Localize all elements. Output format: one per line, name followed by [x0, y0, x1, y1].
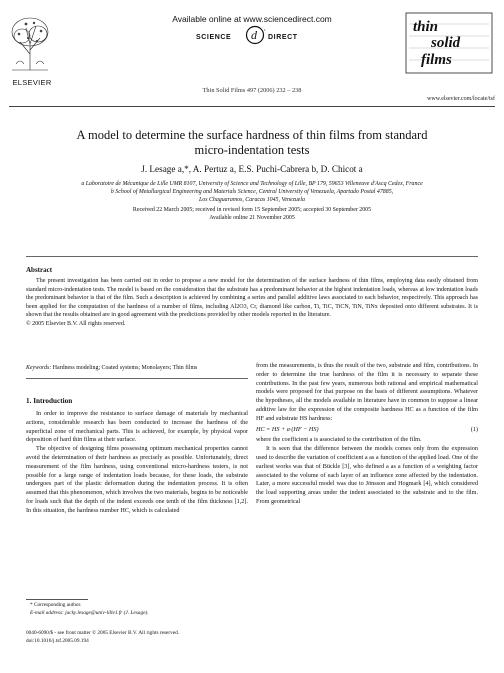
section-heading-introduction: 1. Introduction	[26, 397, 73, 405]
abstract-top-rule	[26, 256, 478, 257]
sciencedirect-logo	[180, 25, 330, 45]
title-line-1: A model to determine the surface hardness of thin films from standard	[76, 128, 428, 142]
affiliation-b: b School of Metallurgical Engineering and Materials Science, Central University of Venezuela, Apartado Postal 47885,	[110, 189, 394, 195]
sciencedirect-logo-right: DIRECT	[268, 34, 298, 41]
keywords-label: Keywords:	[26, 365, 52, 371]
thin-solid-films-logo	[405, 12, 493, 74]
available-online-date: Available online 21 November 2005	[209, 215, 295, 221]
footnote-rule	[26, 599, 88, 600]
doi-line[interactable]: doi:10.1016/j.tsf.2005.09.194	[26, 638, 89, 644]
left-column	[26, 410, 248, 516]
right-column	[256, 362, 478, 507]
right-paragraph-2: where the coefficient a is associated to the contribution of the film.	[256, 436, 422, 444]
issn-line: 0040-6090/$ - see front matter © 2005 Elsevier B.V. All rights reserved.	[26, 630, 180, 636]
publisher-name: ELSEVIER	[12, 78, 52, 87]
journal-citation: Thin Solid Films 497 (2006) 232 – 238	[202, 87, 302, 94]
svg-text:•: •	[264, 27, 266, 32]
available-online-banner[interactable]: Available online at www.sciencedirect.com	[172, 14, 332, 24]
journal-logo-word-3: films	[421, 52, 452, 68]
abstract-heading: Abstract	[26, 266, 53, 274]
abstract-copyright: © 2005 Elsevier B.V. All rights reserved.	[26, 320, 126, 327]
affiliation-a: a Laboratoire de Mécanique de Lille UMR 8107, University of Science and Technology of Lille, BP 179, 59653 Villeneuve d'Ascq Cedex, France	[81, 181, 423, 187]
author-email[interactable]: E-mail address: jacky.lesage@univ-lille1.fr (J. Lesage).	[30, 610, 149, 616]
equation-1	[256, 426, 478, 435]
keywords-bottom-rule	[26, 378, 248, 379]
sciencedirect-at-icon	[180, 25, 330, 45]
author-list: J. Lesage a,*, A. Pertuz a, E.S. Puchi-Cabrera b, D. Chicot a	[141, 164, 363, 174]
affiliation-b-cont: Los Chaguaramos, Caracas 1045, Venezuela	[198, 197, 306, 203]
keywords-list: Hardness modeling; Coated systems; Monolayers; Thin films	[52, 365, 198, 371]
received-dates: Received 22 March 2005; received in revised form 15 September 2005; accepted 30 September 2005	[132, 207, 372, 213]
left-paragraph-1: In order to improve the resistance to surface damage of materials by mechanical actions, considerable research has been conducted to increase the hardness of the superficial zone of mechanical parts. This is achieved, for example, by physical vapor deposition of hard thin films at their surface.	[26, 410, 248, 444]
title-line-2: micro-indentation tests	[194, 143, 310, 157]
equation-number: (1)	[470, 425, 478, 433]
svg-text:d: d	[251, 28, 257, 42]
abstract-body	[26, 277, 478, 329]
article-title	[20, 128, 484, 158]
abstract-text: The present investigation has been carried out in order to propose a new model for the determination of the surface hardness of thin films, employing data easily obtained from standard micro-indentation tests. The model is based on the consideration that the substrate has a predominant behavior at the highest indentation loads, whereas at low indentation loads the predominant behavior is that of the film. Such a description is achieved by combining a series and parallel additive laws associated to each behavior, respectively. This approach has been applied for the computation of the hardness of a number of films, including Al2O3, Cr, diamond like carbon, Ti, TiC, TiCN, TiN, TiNx deposited onto different substrates. It is shown that the results obtained are in good agreement with the predictions provided by other models reported in the literature.	[26, 278, 478, 319]
sciencedirect-logo-left: SCIENCE	[196, 34, 232, 41]
equation-expression: HC = HS + a·(HF − HS)	[256, 425, 319, 433]
journal-logo-word-2: solid	[431, 35, 461, 51]
header-divider	[9, 106, 495, 107]
right-paragraph-3: It is seen that the difference between the models comes only from the expression used to describe the variation of coefficient a as a function of the applied load. One of the earliest works was that of Bückle [3], who defined a as a function of a weighting factor associated to the volume of each layer of an influence zone affected by the indentation. Later, a more successful model was due to Jönsson and Hogmark [4], which considered the load supporting areas under the indent associated to the substrate and to the film. From geometrical	[256, 445, 478, 505]
right-paragraph-1: from the measurements, is thus the result of the two, substrate and film, contributions. In order to determine the true hardness of the film it is necessary to separate these contributions. In the past few years, numerous both rational and empirical mathematical models were proposed for that purpose on the basis of different assumptions. Whatever the hypotheses, all the models available in literature have in common to suppose a linear additive law for the expression of the composite hardness HC as a function of the film HF and substrate HS hardness:	[256, 362, 478, 422]
journal-url-link[interactable]: www.elsevier.com/locate/tsf	[427, 96, 495, 102]
corresponding-author-note: * Corresponding author.	[30, 602, 82, 608]
journal-logo-word-1: thin	[413, 19, 439, 35]
left-paragraph-2: The objective of designing films possessing optimum mechanical properties cannot avoid the determination of their hardness as precisely as possible. Unfortunately, direct measurement of the film hardness, using conventional micro-hardness testers, is not possible for a large range of indentation loads because, for these loads, the substrate undergoes part of the plastic deformation during the indentation process. It is often assumed that this phenomenon, which involves the two materials, begins to be noticeable for loads such that the depth of the indent exceeds one tenth of the film thickness [1,2]. In this situation, the hardness number HC, which is calculated	[26, 445, 248, 514]
keywords-line	[26, 365, 197, 371]
